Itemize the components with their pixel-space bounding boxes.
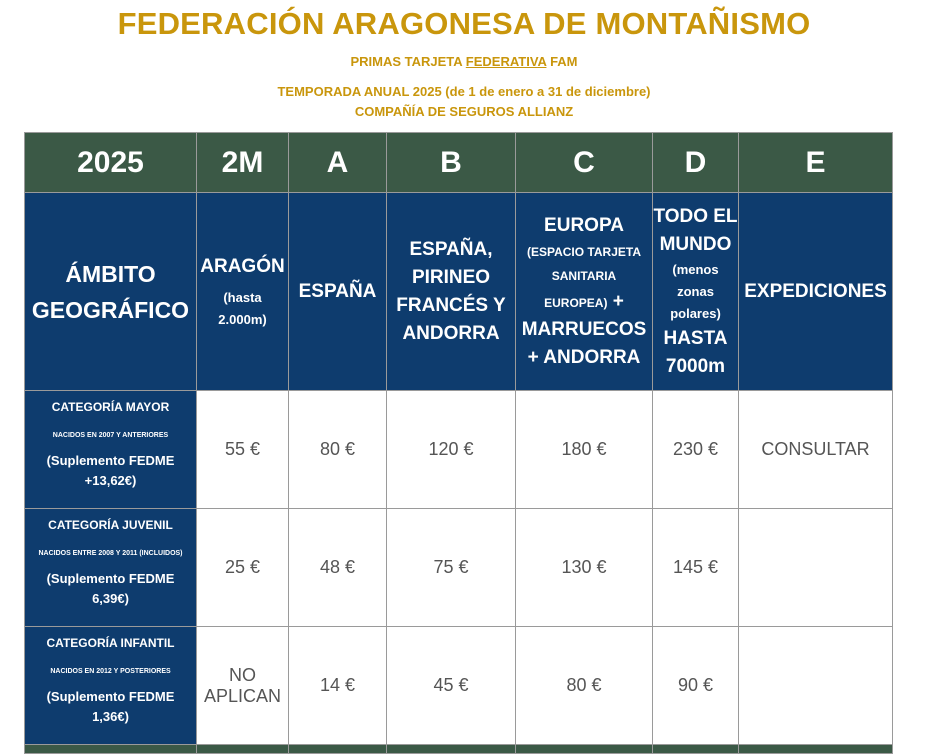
footer-cell	[516, 745, 653, 754]
scope-c-rest: + ANDORRA	[527, 346, 641, 368]
col-header-2m: 2M	[197, 133, 289, 193]
category-row-juvenil	[25, 509, 893, 627]
price-cell: 48 €	[289, 509, 387, 627]
scope-d-rest: HASTA	[663, 327, 728, 349]
category-row-mayor	[25, 391, 893, 509]
scope-b-line: PIRINEO	[411, 266, 491, 288]
year-cell: 2025	[25, 133, 197, 193]
scope-d-rest: 7000m	[665, 355, 726, 377]
supplement-line: (Suplemento FEDME	[46, 689, 175, 704]
price-cell: 25 €	[197, 509, 289, 627]
supplement-line: 6,39€)	[92, 591, 129, 606]
supplement-line: (Suplemento FEDME	[46, 453, 175, 468]
scope-c-top: EUROPA	[544, 214, 624, 236]
scope-d-top: MUNDO	[659, 233, 732, 255]
price-cell: 80 €	[289, 391, 387, 509]
price-cell: 120 €	[387, 391, 516, 509]
category-name: CATEGORÍA INFANTIL	[46, 636, 175, 650]
category-supplement	[25, 569, 196, 609]
category-born: NACIDOS EN 2012 Y POSTERIORES	[50, 668, 171, 675]
subtitle-prefix: PRIMAS TARJETA	[350, 54, 466, 69]
category-cell	[25, 627, 197, 745]
subtitle-suffix: FAM	[546, 54, 578, 69]
scope-b-line: ANDORRA	[402, 322, 500, 344]
category-name: CATEGORÍA JUVENIL	[48, 518, 173, 532]
scope-c-note: EUROPEA)	[544, 295, 608, 310]
footer-cell	[653, 745, 739, 754]
footer-cell	[387, 745, 516, 754]
col-header-d: D	[653, 133, 739, 193]
scope-label-line: ÁMBITO	[65, 260, 156, 287]
premium-table	[24, 132, 893, 754]
supplement-line: +13,62€)	[84, 473, 137, 488]
col-header-a: A	[289, 133, 387, 193]
price-cell: 55 €	[197, 391, 289, 509]
page-title: FEDERACIÓN ARAGONESA DE MONTAÑISMO	[117, 6, 811, 41]
year-row	[25, 133, 893, 193]
footer-cell	[289, 745, 387, 754]
scope-2m-main: ARAGÓN	[200, 255, 285, 277]
col-header-b: B	[387, 133, 516, 193]
footer-cell	[739, 745, 893, 754]
category-cell	[25, 509, 197, 627]
price-cell: 180 €	[516, 391, 653, 509]
scope-d-note: (menos	[672, 261, 719, 277]
price-cell	[739, 627, 893, 745]
scope-b-line: FRANCÉS Y	[396, 294, 506, 316]
scope-label-line: GEOGRÁFICO	[31, 296, 190, 323]
season-line: TEMPORADA ANUAL 2025 (de 1 de enero a 31 de diciembre)	[277, 84, 651, 99]
price-cell: NO APLICAN	[197, 627, 289, 745]
price-cell: 14 €	[289, 627, 387, 745]
insurer-line: COMPAÑÍA DE SEGUROS ALLIANZ	[354, 104, 574, 119]
price-cell: CONSULTAR	[739, 391, 893, 509]
scope-2m-note: 2.000m)	[218, 311, 267, 327]
scope-row	[25, 193, 893, 391]
scope-b	[387, 193, 516, 391]
price-cell: 145 €	[653, 509, 739, 627]
scope-b-line: ESPAÑA,	[409, 238, 493, 260]
category-row-infantil	[25, 627, 893, 745]
scope-d-top: TODO EL	[653, 205, 738, 227]
scope-c-note: (ESPACIO TARJETA	[526, 244, 641, 259]
scope-c-rest: MARRUECOS	[521, 318, 647, 340]
price-cell: 230 €	[653, 391, 739, 509]
supplement-line: 1,36€)	[92, 709, 129, 724]
price-cell: 80 €	[516, 627, 653, 745]
footer-row	[25, 745, 893, 754]
scope-d-note: zonas	[677, 283, 714, 299]
scope-a: ESPAÑA	[289, 193, 387, 391]
col-header-e: E	[739, 133, 893, 193]
subtitle	[0, 54, 928, 69]
category-name: CATEGORÍA MAYOR	[51, 400, 170, 414]
scope-c-note: SANITARIA	[551, 268, 617, 283]
scope-e: EXPEDICIONES	[739, 193, 893, 391]
footer-cell	[197, 745, 289, 754]
price-cell: 45 €	[387, 627, 516, 745]
price-cell: 130 €	[516, 509, 653, 627]
scope-d	[653, 193, 739, 391]
col-header-c: C	[516, 133, 653, 193]
footer-cell	[25, 745, 197, 754]
category-supplement	[25, 451, 196, 491]
category-cell	[25, 391, 197, 509]
scope-d-note: polares)	[670, 305, 721, 321]
scope-2m	[197, 193, 289, 391]
price-cell: 75 €	[387, 509, 516, 627]
category-born: NACIDOS ENTRE 2008 Y 2011 (INCLUIDOS)	[38, 550, 183, 557]
subtitle-underlined: FEDERATIVA	[465, 54, 547, 69]
scope-label	[25, 193, 197, 391]
category-supplement	[25, 687, 196, 727]
scope-c	[516, 193, 653, 391]
scope-c-plus: +	[612, 290, 624, 312]
scope-2m-note: (hasta	[223, 289, 262, 305]
price-cell	[739, 509, 893, 627]
category-born: NACIDOS EN 2007 Y ANTERIORES	[52, 432, 169, 439]
supplement-line: (Suplemento FEDME	[46, 571, 175, 586]
price-cell: 90 €	[653, 627, 739, 745]
